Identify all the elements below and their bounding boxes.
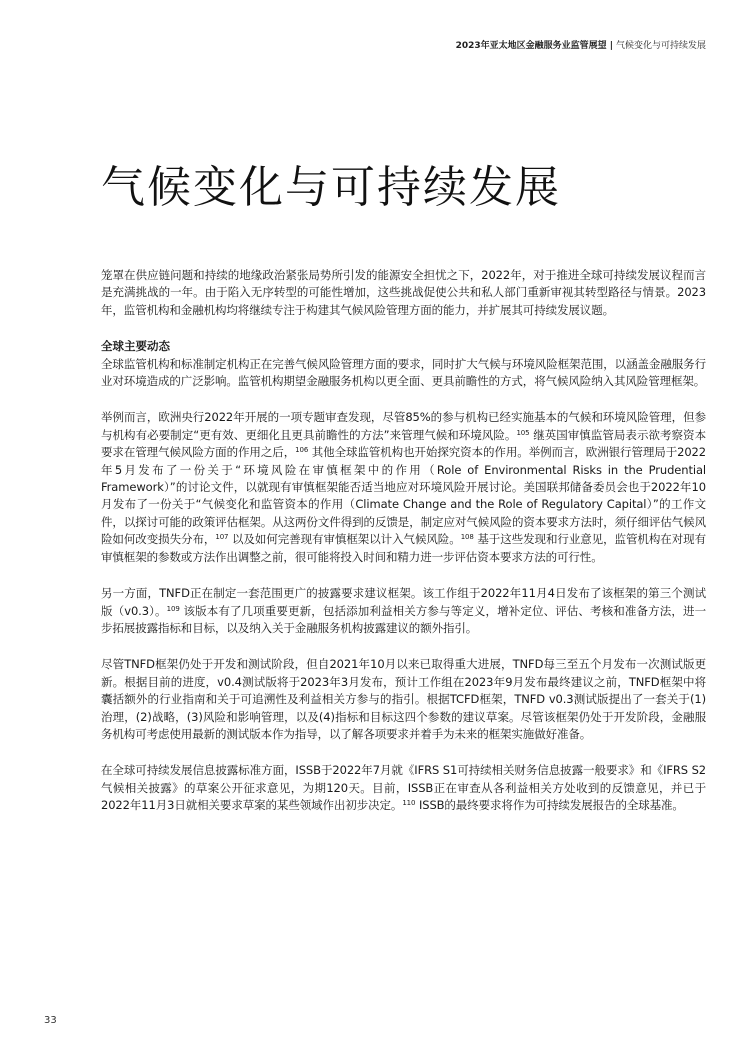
paragraph-2-part-a: 举例而言，欧洲央行2022年开展的一项专题审查发现，尽管85%的参与机构已经实施基本的气候和环境风险管理，但参与机构有必要制定“更有效、更细化且更具前瞻性的方法”来管理气候和环境风险。	[101, 410, 706, 442]
paragraph-3-part-a: 另一方面，TNFD正在制定一套范围更广的披露要求建议框架。该工作组于2022年11月4日发布了该框架的第三个测试版（v0.3）。	[101, 586, 706, 618]
section-heading: 全球主要动态	[101, 339, 170, 354]
paragraph-5	[101, 762, 706, 814]
footnote-ref-106[interactable]: 106	[295, 446, 309, 455]
paragraph-2-part-c: 其他全球监管机构也开始探究资本的作用。举例而言，欧洲银行管理局于2022年5月发布了一份关于“环境风险在审慎框架中的作用（Role of Environmental Risks in the Prudential Framework）”的讨论文件，以就现有审慎框架能否适当地应对环境风险开展讨论。美国联邦储备委员会也于2022年10月发布了一份关于“气候变化和监管资本的作用（Climate Change and the Role of Regulatory Capital）”的工作文件，以探讨可能的政策评估框架。从这两份文件得到的反馈是，制定应对气候风险的资本要求方法时，须仔细评估气候风险如何改变损失分布，	[101, 445, 706, 547]
page-number: 33	[44, 1015, 57, 1026]
header-report-title: 2023年亚太地区金融服务业监管展望	[455, 41, 607, 51]
paragraph-3-part-b: 该版本有了几项重要更新，包括添加利益相关方参与等定义，增补定位、评估、考核和准备方法，进一步拓展披露指标和目标，以及纳入关于金融服务机构披露建议的额外指引。	[101, 603, 706, 635]
intro-paragraph: 笼罩在供应链问题和持续的地缘政治紧张局势所引发的能源安全担忧之下，2022年，对于推进全球可持续发展议程而言是充满挑战的一年。由于陷入无序转型的可能性增加，这些挑战促使公共和私人部门重新审视其转型路径与情景。2023年，监管机构和金融机构均将继续专注于构建其气候风险管理方面的能力，并扩展其可持续发展议题。	[101, 268, 706, 317]
footnote-ref-105[interactable]: 105	[516, 428, 530, 437]
main-content	[101, 267, 706, 834]
page-title: 气候变化与可持续发展	[101, 162, 561, 213]
paragraph-2	[101, 409, 706, 566]
footnote-ref-107[interactable]: 107	[215, 533, 229, 542]
paragraph-2-part-d: 以及如何完善现有审慎框架以计入气候风险。	[228, 532, 461, 547]
paragraph-1: 全球监管机构和标准制定机构正在完善气候风险管理方面的要求，同时扩大气候与环境风险框架范围，以涵盖金融服务行业对环境造成的广泛影响。监管机构期望金融服务机构以更全面、更具前瞻性的方式，将气候风险纳入其风险管理框架。	[101, 356, 706, 389]
paragraph-2-part-e: 基于这些发现和行业意见，监管机构在对现有审慎框架的参数或方法作出调整之前，很可能将投入时间和精力进一步评估资本要求方法的可行性。	[101, 532, 706, 564]
paragraph-4: 尽管TNFD框架仍处于开发和测试阶段，但自2021年10月以来已取得重大进展，TNFD每三至五个月发布一次测试版更新。根据目前的进度，v0.4测试版将于2023年3月发布，预计工作组在2023年9月发布最终建议之前，TNFD框架中将囊括额外的行业指南和关于可追溯性及利益相关方参与的指引。根据TCFD框架，TNFD v0.3测试版提出了一套关于(1)治理，(2)战略，(3)风险和影响管理，以及(4)指标和目标这四个参数的建议草案。尽管该框架仍处于开发阶段，金融服务机构可考虑使用最新的测试版本作为指导，以了解各项要求并着手为未来的框架实施做好准备。	[101, 657, 706, 741]
header-separator: |	[609, 41, 613, 51]
footnote-ref-108[interactable]: 108	[460, 533, 474, 542]
paragraph-3	[101, 585, 706, 637]
running-header	[456, 40, 706, 52]
paragraph-5-part-b: ISSB的最终要求将作为可持续发展报告的全球基准。	[415, 798, 684, 813]
footnote-ref-110[interactable]: 110	[402, 799, 416, 808]
header-section-name: 气候变化与可持续发展	[615, 41, 706, 51]
footnote-ref-109[interactable]: 109	[166, 604, 180, 613]
paragraph-5-part-a: 在全球可持续发展信息披露标准方面，ISSB于2022年7月就《IFRS S1可持续相关财务信息披露一般要求》和《IFRS S2气候相关披露》的草案公开征求意见，为期120天。目前，ISSB正在审查从各利益相关方处收到的反馈意见，并已于2022年11月3日就相关要求草案的某些领域作出初步决定。	[101, 763, 706, 813]
paragraph-2-part-b: 继英国审慎监管局表示欲考察资本要求在管理气候风险方面的作用之后，	[101, 427, 706, 460]
